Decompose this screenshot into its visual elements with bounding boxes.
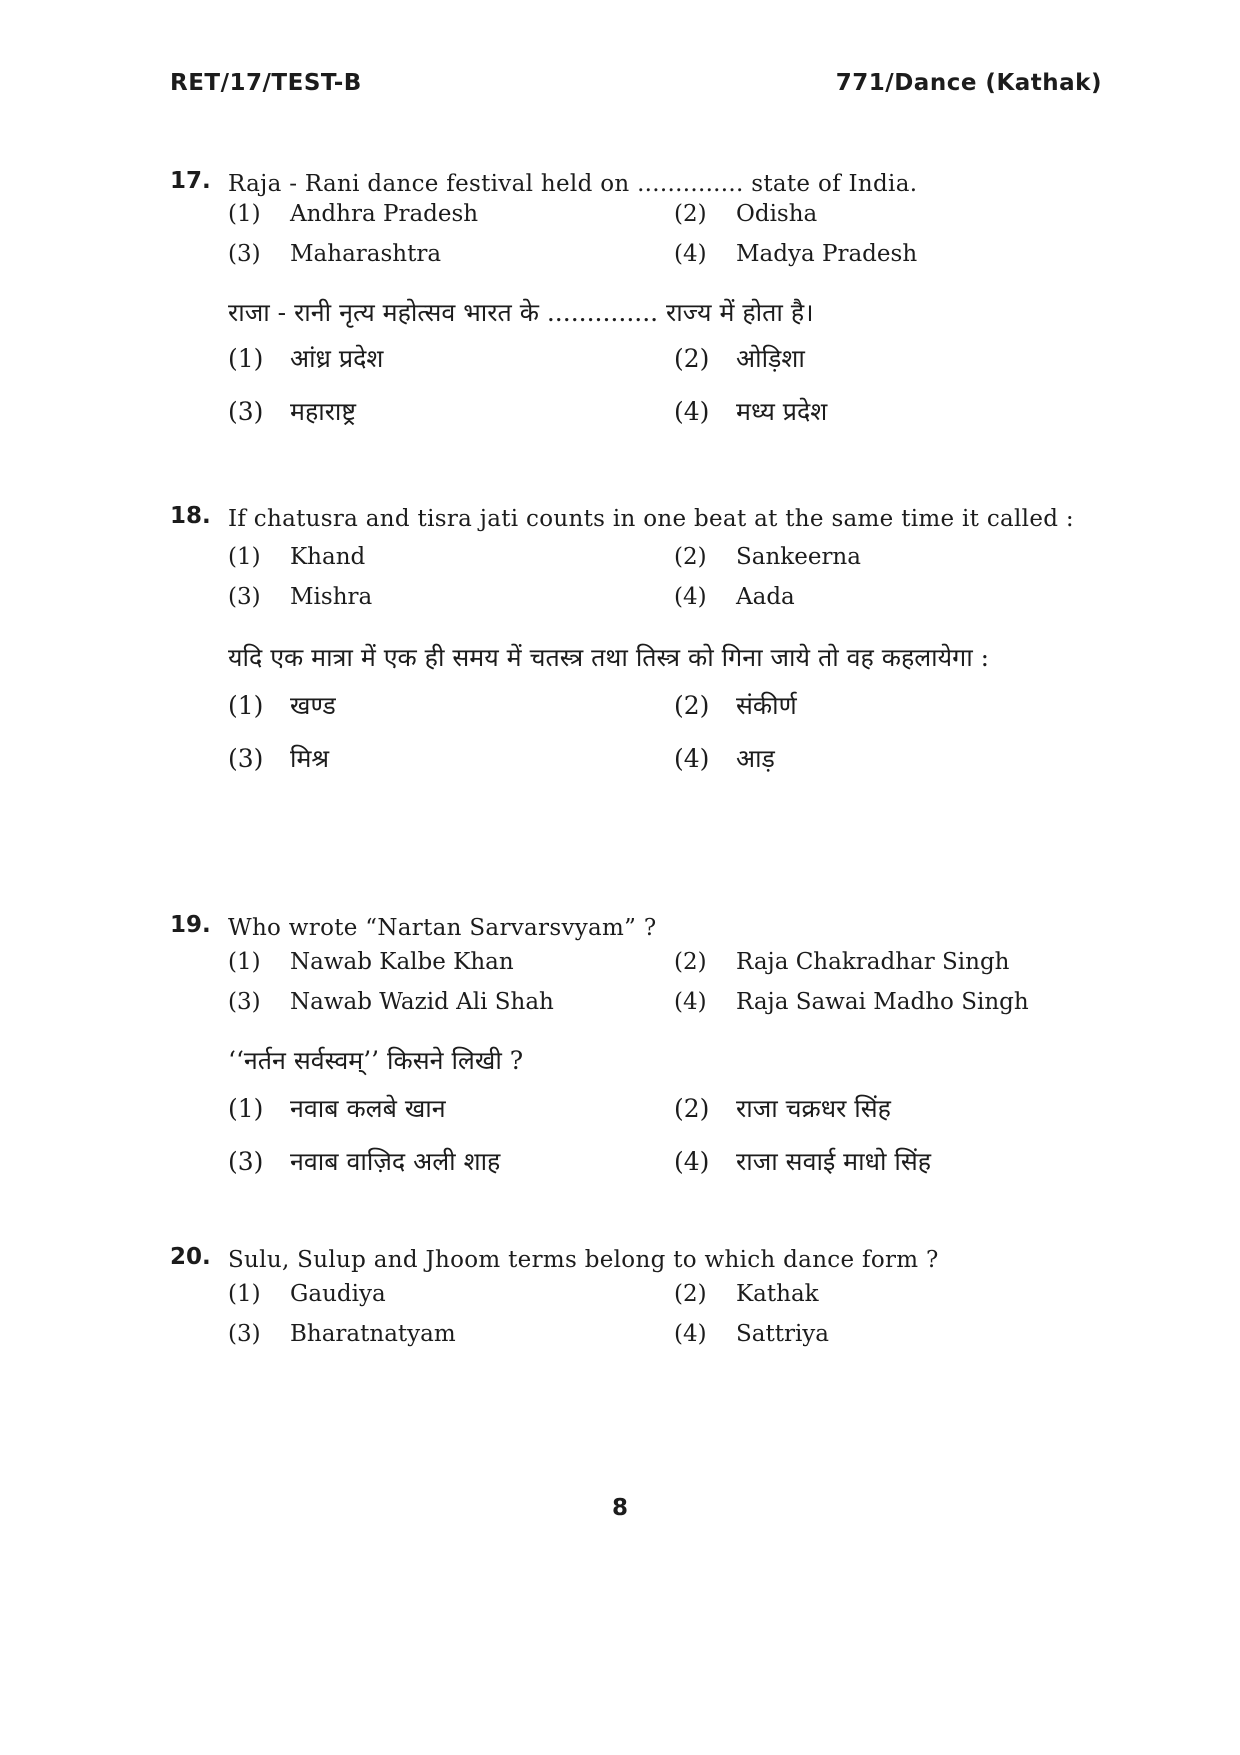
options-hi <box>228 688 1110 794</box>
option-row <box>228 201 1110 241</box>
option-2: (2) राजा चक्रधर सिंह <box>674 1094 891 1123</box>
page-number: 8 <box>611 1495 628 1521</box>
option-4: (4) Aada <box>674 584 795 610</box>
option-row <box>228 741 1110 794</box>
question-text-hi: ‘‘नर्तन सर्वस्वम्’’ किसने लिखी ? <box>228 1046 524 1075</box>
option-3: (3) महाराष्ट्र <box>228 397 357 426</box>
option-row <box>228 394 1110 447</box>
option-row <box>228 1281 1110 1321</box>
options-hi <box>228 341 1110 447</box>
option-4: (4) राजा सवाई माधो सिंह <box>674 1147 932 1176</box>
question-number: 18. <box>170 503 211 529</box>
options-en <box>228 201 1110 281</box>
question-18 <box>170 503 1110 794</box>
option-row <box>228 544 1110 584</box>
option-1: (1) Gaudiya <box>228 1281 386 1307</box>
option-2: (2) Raja Chakradhar Singh <box>674 949 1010 975</box>
option-3: (3) मिश्र <box>228 744 330 773</box>
paper-code: RET/17/TEST-B <box>170 70 362 96</box>
question-text-hi: राजा - रानी नृत्य महोत्सव भारत के .............. राज्य में होता है। <box>228 298 814 327</box>
option-row <box>228 1091 1110 1144</box>
option-row <box>228 989 1110 1029</box>
options-en <box>228 1281 1110 1361</box>
option-1: (1) आंध्र प्रदेश <box>228 344 384 373</box>
question-20 <box>170 1244 1110 1361</box>
option-row <box>228 949 1110 989</box>
option-4: (4) Raja Sawai Madho Singh <box>674 989 1029 1015</box>
question-text-hi: यदि एक मात्रा में एक ही समय में चतस्त्र तथा तिस्त्र को गिना जाये तो वह कहलायेगा : <box>228 643 990 672</box>
option-2: (2) Kathak <box>674 1281 819 1307</box>
question-text-en: If chatusra and tisra jati counts in one beat at the same time it called : <box>228 506 1074 532</box>
option-2: (2) Odisha <box>674 201 818 227</box>
option-2: (2) ओड़िशा <box>674 344 805 373</box>
question-text-en: Who wrote “Nartan Sarvarsvyam” ? <box>228 915 657 941</box>
option-1: (1) Andhra Pradesh <box>228 201 479 227</box>
option-3: (3) Bharatnatyam <box>228 1321 456 1347</box>
subject-title: 771/Dance (Kathak) <box>835 70 1102 96</box>
question-text-en: Raja - Rani dance festival held on .............. state of India. <box>228 171 918 197</box>
option-2: (2) संकीर्ण <box>674 691 797 720</box>
option-row <box>228 1144 1110 1197</box>
option-row <box>228 688 1110 741</box>
option-1: (1) Khand <box>228 544 366 570</box>
option-1: (1) नवाब कलबे खान <box>228 1094 446 1123</box>
option-3: (3) Maharashtra <box>228 241 442 267</box>
option-3: (3) Nawab Wazid Ali Shah <box>228 989 554 1015</box>
option-4: (4) Sattriya <box>674 1321 830 1347</box>
question-19 <box>170 912 1110 1197</box>
options-en <box>228 949 1110 1029</box>
question-text-en: Sulu, Sulup and Jhoom terms belong to which dance form ? <box>228 1247 939 1273</box>
question-17 <box>170 168 1110 447</box>
option-1: (1) Nawab Kalbe Khan <box>228 949 514 975</box>
option-row <box>228 341 1110 394</box>
option-2: (2) Sankeerna <box>674 544 861 570</box>
option-4: (4) Madya Pradesh <box>674 241 918 267</box>
options-hi <box>228 1091 1110 1197</box>
option-3: (3) नवाब वाज़िद अली शाह <box>228 1147 501 1176</box>
option-row <box>228 241 1110 281</box>
options-en <box>228 544 1110 624</box>
question-number: 20. <box>170 1244 211 1270</box>
option-4: (4) मध्य प्रदेश <box>674 397 828 426</box>
option-4: (4) आड़ <box>674 744 775 773</box>
option-1: (1) खण्ड <box>228 691 336 720</box>
option-row <box>228 1321 1110 1361</box>
option-3: (3) Mishra <box>228 584 373 610</box>
option-row <box>228 584 1110 624</box>
question-number: 17. <box>170 168 211 194</box>
question-number: 19. <box>170 912 211 938</box>
